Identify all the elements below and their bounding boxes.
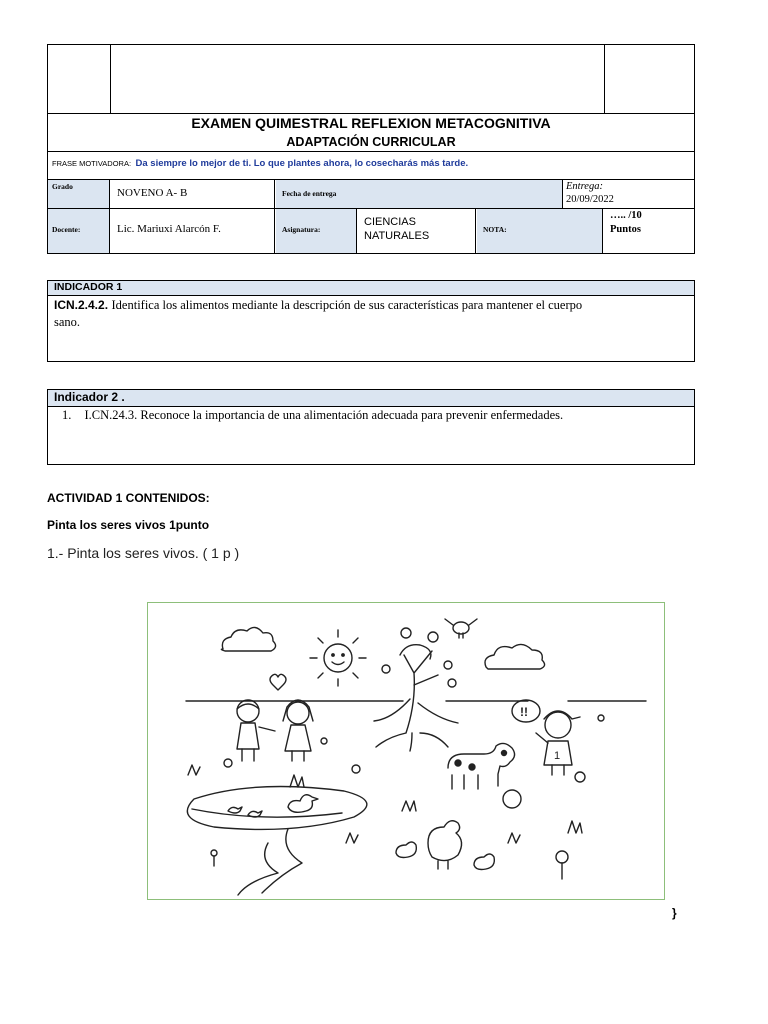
grado-label: Grado	[52, 182, 73, 191]
children-left-icon	[237, 674, 313, 761]
asignatura-label: Asignatura:	[282, 225, 321, 234]
nota-label-cell	[477, 209, 603, 253]
frase-row	[52, 153, 692, 171]
indicador2-body	[62, 408, 692, 423]
entrega-date: 20/09/2022	[566, 194, 614, 205]
score-cell	[604, 209, 694, 253]
exam-title: EXAMEN QUIMESTRAL REFLEXION METACOGNITIVA	[191, 115, 551, 131]
indicador1-header: INDICADOR 1	[54, 281, 123, 293]
coloring-image	[147, 602, 665, 900]
indicador2-number: 1.	[62, 408, 72, 422]
actividad-title: ACTIVIDAD 1 CONTENIDOS:	[47, 491, 210, 505]
nota-label: NOTA:	[483, 225, 507, 234]
docente-label: Docente:	[52, 225, 81, 234]
indicador2-text: I.CN.24.3. Reconoce la importancia de una alimentación adecuada para prevenir enfermedades.	[84, 408, 564, 422]
indicador1-text: Identifica los alimentos mediante la descripción de sus características para mantener el cuerpo	[111, 298, 583, 312]
indicador2-header-bar	[48, 390, 694, 407]
docente-value: Lic. Mariuxi Alarcón F.	[117, 223, 221, 235]
dog-icon	[448, 743, 521, 808]
frase-label: FRASE MOTIVADORA:	[52, 159, 132, 168]
indicador1-code: ICN.2.4.2.	[54, 298, 109, 312]
grado-value: NOVENO A- B	[117, 187, 188, 199]
docente-value-cell	[111, 209, 275, 253]
fecha-label: Fecha de entrega	[282, 189, 337, 198]
hen-icon	[396, 821, 494, 870]
indicador1-box	[47, 280, 695, 362]
exam-subtitle: ADAPTACIÓN CURRICULAR	[286, 135, 456, 149]
frase-text: Da siempre lo mejor de ti. Lo que plantes ahora, lo cosecharás más tarde.	[135, 158, 469, 169]
asignatura-value-cell	[358, 209, 476, 253]
pond-icon	[187, 787, 367, 896]
trailing-mark: }	[672, 906, 677, 920]
score-line2: Puntos	[610, 224, 641, 235]
bird-icon	[445, 619, 477, 638]
divider	[110, 45, 111, 113]
score-line1: ….. /10	[610, 210, 642, 221]
actividad-instruction: Pinta los seres vivos 1punto	[47, 518, 210, 532]
grado-label-cell	[48, 180, 110, 208]
entrega-label: Entrega:	[566, 181, 603, 192]
asignatura-line1: CIENCIAS	[364, 216, 416, 228]
entrega-cell	[564, 180, 694, 208]
asignatura-label-cell	[276, 209, 357, 253]
divider	[48, 113, 694, 114]
docente-label-cell	[48, 209, 110, 253]
grado-value-cell	[111, 180, 275, 208]
coloring-scene	[148, 603, 663, 898]
fecha-cell	[276, 180, 563, 208]
divider	[48, 151, 694, 152]
divider	[604, 45, 605, 113]
indicador1-body	[54, 297, 690, 331]
indicador1-text2: sano.	[54, 315, 81, 329]
asignatura-line2: NATURALES	[364, 230, 430, 242]
shirt-number: 1	[554, 750, 561, 762]
indicador2-header: Indicador 2 .	[54, 390, 125, 404]
indicador2-box	[47, 389, 695, 465]
cloud-right-icon	[485, 644, 545, 669]
cloud-left-icon	[221, 627, 275, 651]
sun-icon	[310, 630, 366, 686]
indicador1-header-bar	[48, 281, 694, 296]
header-table	[47, 44, 695, 254]
image-caption: 1.- Pinta los seres vivos. ( 1 p )	[47, 545, 240, 561]
speech-bubble-text: !!	[520, 705, 528, 719]
tree-icon	[374, 628, 458, 751]
